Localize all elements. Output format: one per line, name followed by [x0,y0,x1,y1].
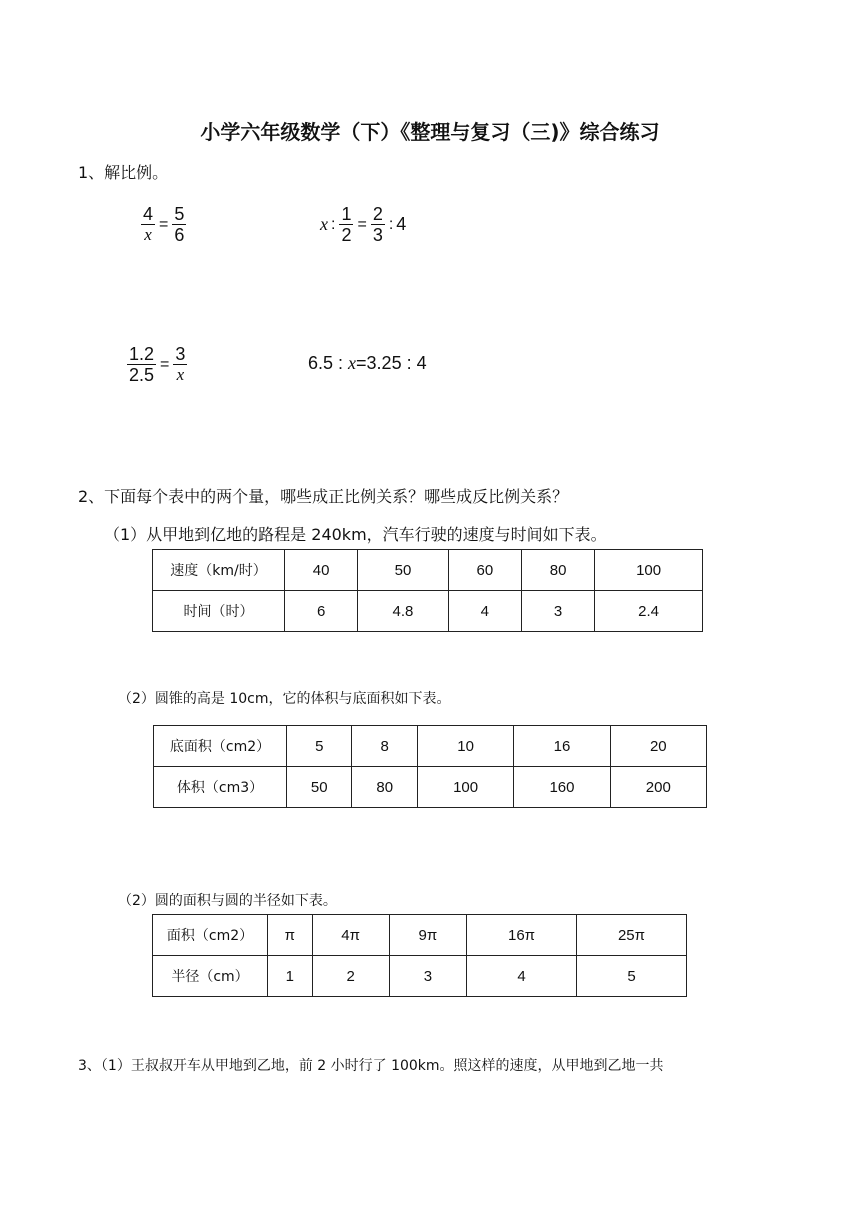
table-cell: 8 [352,726,417,767]
row-header-cell: 时间（时） [153,591,285,632]
row-header-cell: 半径（cm） [153,956,268,997]
table-cell: 10 [417,726,513,767]
equation-1 [140,204,187,245]
eq3-denominator-left: 2.5 [129,365,155,385]
eq3-denominator-right: x [176,365,185,384]
eq2-denominator-1: 2 [341,225,352,245]
row-header-cell: 底面积（cm2） [154,726,287,767]
table-cell: 60 [448,550,521,591]
table-cell: 4.8 [358,591,449,632]
eq2-colon-1: : [331,215,336,233]
question-3-text: 3、（1）王叔叔开车从甲地到乙地，前 2 小时行了 100km。照这样的速度，从甲地到乙地一共 [78,1058,664,1074]
question-2-part-1-label: （1）从甲地到亿地的路程是 240km，汽车行驶的速度与时间如下表。 [104,525,607,544]
eq3-numerator-right: 3 [175,344,186,364]
question-2-part-2-label: （2）圆锥的高是 10cm，它的体积与底面积如下表。 [118,691,451,707]
eq4-variable: x [348,353,357,373]
question-2-heading: 2、下面每个表中的两个量，哪些成正比例关系？哪些成反比例关系？ [78,487,569,506]
row-header-cell: 体积（cm3） [154,767,287,808]
eq1-numerator-left: 4 [143,204,154,224]
table-cell: 4 [467,956,577,997]
table-cell: 5 [577,956,687,997]
table-cell: 160 [514,767,610,808]
table-cell: 2.4 [595,591,703,632]
row-header-cell: 速度（km/时） [153,550,285,591]
eq2-tail: 4 [396,214,407,234]
table-cell: 200 [610,767,706,808]
row-header-cell: 面积（cm2） [153,915,268,956]
table-cell: 6 [285,591,358,632]
eq2-numerator-2: 2 [372,204,383,224]
eq2-colon-2: : [388,215,394,233]
equation-3 [126,344,188,385]
eq2-variable: x [320,214,328,234]
table-cell: 4 [448,591,521,632]
table-row [154,726,707,767]
eq1-denominator-left: x [144,225,152,244]
cone-volume-table [153,725,707,808]
table-cell: 4π [312,915,389,956]
equation-4 [308,353,427,374]
eq2-denominator-2: 3 [372,225,383,245]
table-cell: 40 [285,550,358,591]
eq1-denominator-right: 6 [174,225,185,245]
eq3-numerator-left: 1.2 [129,344,155,364]
equation-2 [320,204,406,245]
page-title: 小学六年级数学（下）《整理与复习（三)》综合练习 [200,120,660,144]
table-cell: 3 [389,956,466,997]
table-row [154,767,707,808]
circle-area-table [152,914,687,997]
table-cell: π [268,915,313,956]
speed-time-table [152,549,703,632]
eq4-part-2: =3.25 : 4 [356,353,427,373]
table-cell: 100 [417,767,513,808]
table-cell: 9π [389,915,466,956]
table-cell: 80 [352,767,417,808]
table-row [153,956,687,997]
table-cell: 50 [358,550,449,591]
eq2-equals: = [357,215,367,233]
eq4-part-1: 6.5 : [308,353,349,373]
table-cell: 25π [577,915,687,956]
table-row [153,550,703,591]
eq1-numerator-right: 5 [174,204,185,224]
question-1-heading: 1、解比例。 [78,163,169,182]
table-cell: 5 [287,726,352,767]
table-cell: 16π [467,915,577,956]
table-cell: 20 [610,726,706,767]
table-row [153,591,703,632]
table-cell: 3 [521,591,594,632]
table-row [153,915,687,956]
table-cell: 1 [268,956,313,997]
table-cell: 16 [514,726,610,767]
question-2-part-3-label: （2）圆的面积与圆的半径如下表。 [118,893,337,909]
table-cell: 80 [521,550,594,591]
eq1-equals: = [159,215,169,233]
table-cell: 50 [287,767,352,808]
eq2-numerator-1: 1 [341,204,352,224]
table-cell: 2 [312,956,389,997]
eq3-equals: = [160,355,170,373]
table-cell: 100 [595,550,703,591]
